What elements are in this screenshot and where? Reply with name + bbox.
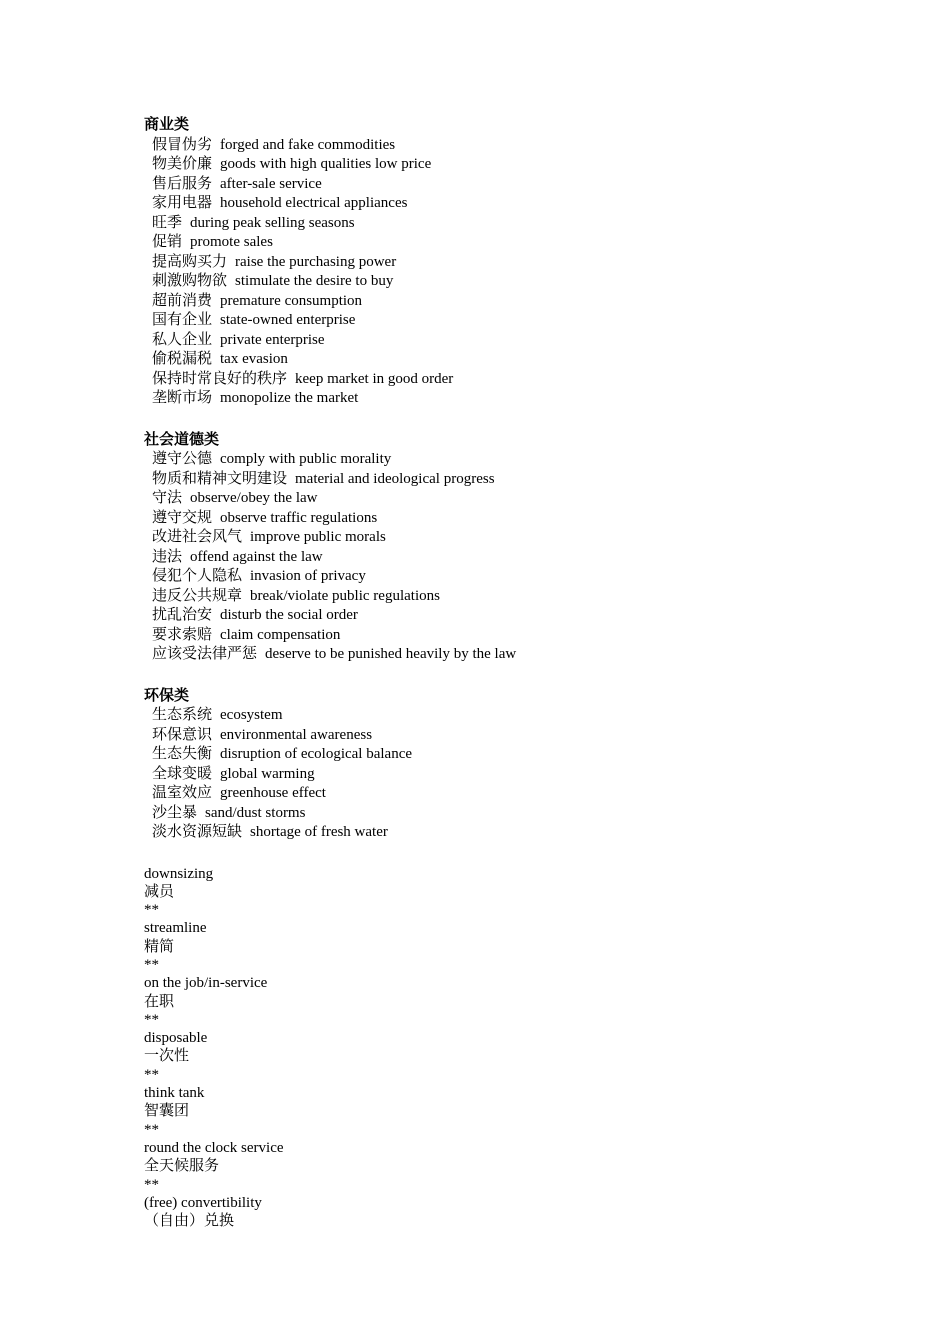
entry-english: improve public morals: [250, 529, 386, 545]
vocab-entry: [144, 450, 844, 470]
vocab-section: [144, 431, 844, 665]
entry-chinese: 生态系统: [152, 707, 213, 723]
vocab-entry: [144, 823, 844, 843]
vocab-entry: [144, 489, 844, 509]
glossary-separator: **: [144, 956, 159, 973]
glossary-term-chinese: 全天候服务: [144, 1158, 220, 1175]
entry-chinese: 刺激购物欲: [152, 273, 228, 289]
entry-english: observe traffic regulations: [220, 509, 378, 526]
vocab-entry: [144, 726, 844, 746]
vocab-entry: [144, 765, 844, 785]
entry-chinese: 保持时常良好的秩序: [152, 370, 288, 387]
entry-english: premature consumption: [220, 292, 363, 309]
vocab-entry: [144, 292, 844, 312]
glossary-term-english: think tank: [144, 1085, 205, 1102]
document-body: [144, 116, 844, 1230]
entry-english: tax evasion: [220, 351, 288, 367]
vocab-entry: [144, 804, 844, 824]
section-title: 环保类: [144, 687, 190, 704]
glossary-term-chinese: 一次性: [144, 1048, 190, 1065]
entry-english: forged and fake commodities: [220, 136, 396, 153]
entry-english: sand/dust storms: [205, 804, 306, 821]
entry-chinese: 守法: [152, 490, 183, 506]
entry-chinese: 假冒伪劣: [152, 136, 213, 153]
entry-english: offend against the law: [190, 548, 323, 565]
glossary-separator: **: [144, 1121, 159, 1138]
entry-english: disturb the social order: [220, 607, 358, 623]
entry-english: ecosystem: [220, 707, 283, 723]
entry-english: after-sale service: [220, 175, 322, 192]
entry-chinese: 物质和精神文明建设: [152, 470, 288, 487]
glossary-term-english: round the clock service: [144, 1139, 284, 1156]
vocab-entry: [144, 194, 844, 214]
entry-english: state-owned enterprise: [220, 312, 356, 328]
glossary-term-chinese: 智囊团: [144, 1103, 190, 1120]
entry-english: disruption of ecological balance: [220, 746, 413, 762]
glossary-list: [144, 865, 844, 1231]
glossary-separator: **: [144, 1011, 159, 1028]
entry-english: material and ideological progress: [295, 470, 495, 487]
entry-chinese: 偷税漏税: [152, 351, 213, 367]
glossary-term-english: (free) convertibility: [144, 1194, 262, 1211]
entry-chinese: 家用电器: [152, 195, 213, 211]
vocab-entry: [144, 253, 844, 273]
entry-chinese: 要求索赔: [152, 626, 213, 643]
entry-english: raise the purchasing power: [235, 253, 397, 270]
entry-english: break/violate public regulations: [250, 587, 440, 604]
entry-english: invasion of privacy: [250, 568, 366, 584]
entry-chinese: 国有企业: [152, 312, 213, 328]
glossary-term-chinese: 减员: [144, 883, 175, 900]
entry-chinese: 环保意识: [152, 726, 213, 743]
entry-chinese: 垄断市场: [152, 390, 213, 406]
vocab-entry: [144, 331, 844, 351]
vocab-entry: [144, 587, 844, 607]
entry-chinese: 违反公共规章: [152, 587, 243, 604]
entry-english: private enterprise: [220, 331, 325, 348]
vocab-entry: [144, 311, 844, 331]
entry-chinese: 遵守交规: [152, 509, 213, 526]
vocab-entry: [144, 350, 844, 370]
entry-english: keep market in good order: [295, 370, 454, 387]
vocab-entry: [144, 175, 844, 195]
entry-english: goods with high qualities low price: [220, 156, 432, 172]
entry-english: promote sales: [190, 234, 273, 250]
vocab-entry: [144, 389, 844, 409]
glossary-term-english: streamline: [144, 920, 207, 937]
vocab-section: [144, 116, 844, 409]
vocab-entry: [144, 509, 844, 529]
entry-english: household electrical appliances: [220, 195, 408, 211]
vocab-section: [144, 687, 844, 843]
entry-chinese: 扰乱治安: [152, 607, 213, 623]
vocab-entry: [144, 528, 844, 548]
vocab-entry: [144, 784, 844, 804]
vocab-entry: [144, 370, 844, 390]
entry-chinese: 旺季: [152, 214, 183, 231]
entry-english: stimulate the desire to buy: [235, 273, 394, 289]
section-title: 商业类: [144, 117, 190, 133]
entry-chinese: 侵犯个人隐私: [152, 568, 243, 584]
glossary-term-chinese: （自由）兑换: [144, 1213, 235, 1230]
entry-chinese: 超前消费: [152, 292, 213, 309]
entry-english: shortage of fresh water: [250, 824, 388, 840]
entry-english: environmental awareness: [220, 726, 373, 743]
entry-chinese: 提高购买力: [152, 253, 228, 270]
vocab-entry: [144, 745, 844, 765]
glossary-separator: **: [144, 1176, 159, 1193]
glossary-separator: **: [144, 1066, 159, 1083]
entry-english: greenhouse effect: [220, 785, 326, 801]
vocab-entry: [144, 136, 844, 156]
vocabulary-sections: [144, 116, 844, 843]
glossary-term-english: on the job/in-service: [144, 975, 268, 992]
entry-english: deserve to be punished heavily by the law: [265, 646, 517, 662]
entry-chinese: 改进社会风气: [152, 529, 243, 545]
vocab-entry: [144, 548, 844, 568]
glossary-term-chinese: 在职: [144, 993, 175, 1010]
glossary-term-english: downsizing: [144, 865, 214, 882]
entry-chinese: 物美价廉: [152, 156, 213, 172]
vocab-entry: [144, 626, 844, 646]
vocab-entry: [144, 272, 844, 292]
entry-chinese: 温室效应: [152, 785, 213, 801]
vocab-entry: [144, 606, 844, 626]
entry-chinese: 淡水资源短缺: [152, 824, 243, 840]
vocab-entry: [144, 214, 844, 234]
entry-chinese: 生态失衡: [152, 746, 213, 762]
entry-chinese: 促销: [152, 234, 183, 250]
entry-chinese: 售后服务: [152, 175, 213, 192]
glossary-term-english: disposable: [144, 1030, 208, 1047]
entry-english: claim compensation: [220, 626, 341, 643]
vocab-entry: [144, 567, 844, 587]
vocab-entry: [144, 233, 844, 253]
vocab-entry: [144, 706, 844, 726]
vocab-entry: [144, 470, 844, 490]
entry-chinese: 遵守公德: [152, 451, 213, 467]
entry-english: comply with public morality: [220, 451, 392, 467]
entry-english: observe/obey the law: [190, 490, 318, 506]
entry-chinese: 应该受法律严惩: [152, 646, 258, 662]
glossary-separator: **: [144, 902, 159, 919]
entry-chinese: 沙尘暴: [152, 804, 198, 821]
entry-english: monopolize the market: [220, 390, 359, 406]
vocab-entry: [144, 645, 844, 665]
entry-chinese: 私人企业: [152, 331, 213, 348]
vocab-entry: [144, 155, 844, 175]
entry-english: global warming: [220, 765, 315, 782]
entry-english: during peak selling seasons: [190, 214, 355, 231]
entry-chinese: 违法: [152, 548, 183, 565]
section-title: 社会道德类: [144, 431, 220, 448]
entry-chinese: 全球变暖: [152, 765, 213, 782]
glossary-term-chinese: 精简: [144, 938, 175, 955]
